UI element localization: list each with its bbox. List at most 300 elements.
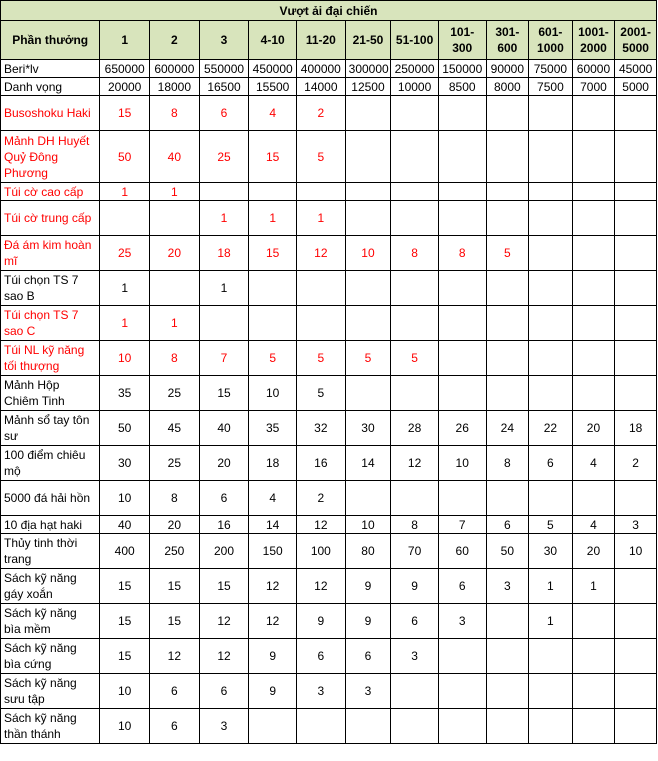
reward-value: 1 <box>572 569 615 604</box>
reward-value: 3 <box>345 674 391 709</box>
reward-value <box>199 306 249 341</box>
reward-value <box>615 639 657 674</box>
reward-value: 5 <box>249 341 297 376</box>
reward-value: 600000 <box>150 60 200 78</box>
reward-label: Sách kỹ năng thần thánh <box>1 709 100 744</box>
reward-label: Túi NL kỹ năng tối thượng <box>1 341 100 376</box>
reward-value <box>615 341 657 376</box>
reward-value: 12 <box>199 604 249 639</box>
table-row <box>1 183 657 201</box>
reward-value: 650000 <box>100 60 150 78</box>
reward-value: 18000 <box>150 78 200 96</box>
reward-value: 1 <box>199 271 249 306</box>
table-row <box>1 481 657 516</box>
reward-value: 12 <box>297 516 346 534</box>
header-rank: 101-300 <box>438 21 486 60</box>
reward-value: 1 <box>100 306 150 341</box>
reward-value <box>391 183 439 201</box>
table-row <box>1 446 657 481</box>
reward-value: 3 <box>199 709 249 744</box>
reward-value <box>345 96 391 131</box>
reward-value <box>438 341 486 376</box>
reward-value: 45 <box>150 411 200 446</box>
table-row <box>1 534 657 569</box>
reward-value: 250000 <box>391 60 439 78</box>
reward-value: 1 <box>297 201 346 236</box>
reward-value: 20 <box>572 534 615 569</box>
reward-value: 5 <box>391 341 439 376</box>
reward-value: 15 <box>100 569 150 604</box>
reward-value: 12 <box>297 236 346 271</box>
reward-value <box>615 569 657 604</box>
reward-value <box>486 341 529 376</box>
reward-value <box>249 709 297 744</box>
reward-value: 15 <box>249 236 297 271</box>
reward-value <box>345 271 391 306</box>
header-rank: 1001-2000 <box>572 21 615 60</box>
reward-value: 30 <box>100 446 150 481</box>
reward-value: 12 <box>249 604 297 639</box>
reward-value <box>486 183 529 201</box>
reward-value: 9 <box>345 569 391 604</box>
reward-value: 6 <box>199 674 249 709</box>
reward-value: 200 <box>199 534 249 569</box>
reward-value <box>438 201 486 236</box>
reward-value: 8 <box>150 96 200 131</box>
reward-value: 1 <box>100 271 150 306</box>
reward-value <box>391 201 439 236</box>
reward-value <box>572 131 615 183</box>
reward-value: 1 <box>529 569 573 604</box>
reward-value <box>391 306 439 341</box>
reward-value: 15 <box>199 376 249 411</box>
reward-value <box>615 306 657 341</box>
reward-value: 1 <box>150 183 200 201</box>
reward-value <box>529 639 573 674</box>
reward-value <box>391 376 439 411</box>
reward-value: 6 <box>199 481 249 516</box>
reward-value: 8 <box>438 236 486 271</box>
reward-value: 14 <box>345 446 391 481</box>
reward-value <box>345 183 391 201</box>
reward-value: 50 <box>100 131 150 183</box>
reward-value: 60 <box>438 534 486 569</box>
reward-value <box>438 306 486 341</box>
reward-value <box>345 201 391 236</box>
reward-value <box>529 306 573 341</box>
reward-value: 10 <box>438 446 486 481</box>
reward-value: 24 <box>486 411 529 446</box>
reward-value <box>391 674 439 709</box>
reward-label: Túi chọn TS 7 sao C <box>1 306 100 341</box>
reward-value: 12 <box>297 569 346 604</box>
reward-value: 12 <box>150 639 200 674</box>
reward-value: 400000 <box>297 60 346 78</box>
reward-value <box>438 376 486 411</box>
reward-label: Busoshoku Haki <box>1 96 100 131</box>
header-rank: 21-50 <box>345 21 391 60</box>
reward-value <box>345 481 391 516</box>
reward-value: 14 <box>249 516 297 534</box>
reward-value: 15 <box>100 96 150 131</box>
reward-value: 6 <box>345 639 391 674</box>
reward-value: 9 <box>297 604 346 639</box>
reward-label: Danh vọng <box>1 78 100 96</box>
header-row <box>1 21 657 60</box>
reward-value <box>615 236 657 271</box>
reward-value: 35 <box>100 376 150 411</box>
reward-value <box>486 201 529 236</box>
reward-value <box>438 481 486 516</box>
reward-value: 300000 <box>345 60 391 78</box>
reward-value <box>615 674 657 709</box>
reward-value <box>100 201 150 236</box>
reward-value <box>529 481 573 516</box>
reward-value: 50 <box>100 411 150 446</box>
reward-value <box>438 96 486 131</box>
reward-value: 15 <box>150 604 200 639</box>
header-reward: Phần thưởng <box>1 21 100 60</box>
reward-value: 4 <box>249 96 297 131</box>
reward-value: 15 <box>100 604 150 639</box>
reward-value: 15500 <box>249 78 297 96</box>
reward-value <box>249 271 297 306</box>
reward-label: Sách kỹ năng bìa cứng <box>1 639 100 674</box>
reward-value: 7500 <box>529 78 573 96</box>
reward-value: 2 <box>297 481 346 516</box>
reward-value <box>572 376 615 411</box>
table-row <box>1 236 657 271</box>
reward-value: 90000 <box>486 60 529 78</box>
reward-value: 60000 <box>572 60 615 78</box>
reward-value <box>572 201 615 236</box>
header-rank: 1 <box>100 21 150 60</box>
reward-value: 3 <box>615 516 657 534</box>
reward-value: 4 <box>572 446 615 481</box>
header-rank: 11-20 <box>297 21 346 60</box>
reward-label: Sách kỹ năng bìa mềm <box>1 604 100 639</box>
reward-value: 26 <box>438 411 486 446</box>
reward-label: 5000 đá hải hồn <box>1 481 100 516</box>
reward-value <box>529 376 573 411</box>
reward-value: 6 <box>391 604 439 639</box>
reward-value: 14000 <box>297 78 346 96</box>
reward-value: 6 <box>199 96 249 131</box>
reward-value <box>345 131 391 183</box>
reward-value: 7 <box>199 341 249 376</box>
reward-value: 80 <box>345 534 391 569</box>
reward-value: 10 <box>345 236 391 271</box>
reward-value: 12 <box>391 446 439 481</box>
reward-value: 8000 <box>486 78 529 96</box>
reward-value: 6 <box>486 516 529 534</box>
reward-value: 25 <box>150 376 200 411</box>
reward-value <box>486 639 529 674</box>
reward-value: 2 <box>297 96 346 131</box>
reward-value <box>572 306 615 341</box>
reward-value: 5 <box>297 376 346 411</box>
reward-value <box>438 271 486 306</box>
reward-value: 6 <box>150 674 200 709</box>
reward-value <box>297 271 346 306</box>
reward-value <box>572 674 615 709</box>
reward-value: 9 <box>391 569 439 604</box>
reward-value: 20 <box>150 516 200 534</box>
reward-value: 550000 <box>199 60 249 78</box>
reward-value: 1 <box>529 604 573 639</box>
reward-value: 20 <box>572 411 615 446</box>
reward-value <box>529 341 573 376</box>
reward-value: 30 <box>529 534 573 569</box>
reward-value: 10 <box>100 674 150 709</box>
reward-value: 150 <box>249 534 297 569</box>
reward-value: 12500 <box>345 78 391 96</box>
reward-value <box>438 639 486 674</box>
reward-value <box>615 604 657 639</box>
reward-value: 20 <box>150 236 200 271</box>
reward-value <box>572 271 615 306</box>
reward-value: 18 <box>615 411 657 446</box>
reward-value: 10 <box>100 341 150 376</box>
reward-value: 30 <box>345 411 391 446</box>
reward-value <box>199 183 249 201</box>
reward-label: Túi cờ cao cấp <box>1 183 100 201</box>
reward-value: 5 <box>486 236 529 271</box>
reward-value <box>529 96 573 131</box>
table-row <box>1 516 657 534</box>
table-row <box>1 569 657 604</box>
table-row <box>1 96 657 131</box>
reward-value: 15 <box>249 131 297 183</box>
reward-value: 100 <box>297 534 346 569</box>
reward-value: 75000 <box>529 60 573 78</box>
reward-value <box>529 201 573 236</box>
reward-value <box>615 131 657 183</box>
reward-value: 6 <box>529 446 573 481</box>
reward-value <box>572 96 615 131</box>
reward-value <box>438 709 486 744</box>
reward-value <box>150 201 200 236</box>
reward-value: 16 <box>199 516 249 534</box>
reward-value <box>391 96 439 131</box>
header-rank: 4-10 <box>249 21 297 60</box>
reward-value <box>391 271 439 306</box>
reward-value <box>438 131 486 183</box>
header-rank: 2001-5000 <box>615 21 657 60</box>
reward-value: 70 <box>391 534 439 569</box>
reward-value <box>529 183 573 201</box>
table-row <box>1 639 657 674</box>
reward-value <box>615 481 657 516</box>
reward-value <box>615 183 657 201</box>
reward-label: Mảnh DH Huyết Quỷ Đông Phương <box>1 131 100 183</box>
reward-value <box>615 201 657 236</box>
reward-value <box>345 306 391 341</box>
reward-value: 2 <box>615 446 657 481</box>
reward-value: 9 <box>249 639 297 674</box>
table-row <box>1 411 657 446</box>
table-row <box>1 674 657 709</box>
reward-value: 3 <box>438 604 486 639</box>
reward-value: 8 <box>391 516 439 534</box>
reward-value: 5 <box>345 341 391 376</box>
reward-value <box>345 709 391 744</box>
reward-value: 9 <box>345 604 391 639</box>
table-row <box>1 201 657 236</box>
reward-label: 10 địa hạt haki <box>1 516 100 534</box>
header-rank: 3 <box>199 21 249 60</box>
reward-value: 8500 <box>438 78 486 96</box>
reward-value: 20000 <box>100 78 150 96</box>
reward-value: 40 <box>199 411 249 446</box>
header-rank: 301-600 <box>486 21 529 60</box>
reward-value: 50 <box>486 534 529 569</box>
reward-value <box>572 481 615 516</box>
reward-value: 25 <box>199 131 249 183</box>
reward-value <box>529 674 573 709</box>
reward-value <box>345 376 391 411</box>
reward-value: 150000 <box>438 60 486 78</box>
reward-value: 15 <box>100 639 150 674</box>
reward-value: 10 <box>345 516 391 534</box>
reward-value <box>572 604 615 639</box>
reward-value: 18 <box>199 236 249 271</box>
reward-value <box>249 183 297 201</box>
reward-value: 16 <box>297 446 346 481</box>
reward-value <box>297 306 346 341</box>
reward-value <box>391 131 439 183</box>
table-row <box>1 306 657 341</box>
reward-label: Mảnh sổ tay tôn sư <box>1 411 100 446</box>
reward-value <box>529 709 573 744</box>
reward-value <box>572 709 615 744</box>
reward-value <box>529 236 573 271</box>
reward-value: 5 <box>297 341 346 376</box>
reward-value: 6 <box>150 709 200 744</box>
reward-value: 45000 <box>615 60 657 78</box>
reward-value: 40 <box>100 516 150 534</box>
reward-value: 5 <box>297 131 346 183</box>
reward-value <box>486 709 529 744</box>
reward-value: 22 <box>529 411 573 446</box>
table-row <box>1 376 657 411</box>
table-row <box>1 60 657 78</box>
reward-value: 8 <box>150 481 200 516</box>
reward-value: 3 <box>486 569 529 604</box>
reward-value <box>572 183 615 201</box>
reward-value: 7000 <box>572 78 615 96</box>
reward-value: 4 <box>572 516 615 534</box>
table-row <box>1 709 657 744</box>
reward-value: 32 <box>297 411 346 446</box>
reward-value <box>486 306 529 341</box>
reward-value: 16500 <box>199 78 249 96</box>
reward-label: Thủy tinh thời trang <box>1 534 100 569</box>
reward-value: 20 <box>199 446 249 481</box>
reward-value <box>297 709 346 744</box>
table-row <box>1 271 657 306</box>
reward-value <box>615 96 657 131</box>
reward-value: 3 <box>391 639 439 674</box>
reward-value: 35 <box>249 411 297 446</box>
reward-label: Mảnh Hộp Chiêm Tinh <box>1 376 100 411</box>
reward-value: 15 <box>150 569 200 604</box>
header-rank: 51-100 <box>391 21 439 60</box>
reward-value <box>486 271 529 306</box>
reward-value <box>486 481 529 516</box>
reward-label: Beri*lv <box>1 60 100 78</box>
reward-value <box>615 271 657 306</box>
reward-value <box>572 341 615 376</box>
reward-value <box>572 236 615 271</box>
reward-value: 10000 <box>391 78 439 96</box>
reward-value: 15 <box>199 569 249 604</box>
header-rank: 601-1000 <box>529 21 573 60</box>
reward-value <box>150 271 200 306</box>
reward-value: 1 <box>150 306 200 341</box>
reward-label: Đá ám kim hoàn mĩ <box>1 236 100 271</box>
reward-value: 5 <box>529 516 573 534</box>
reward-value: 25 <box>150 446 200 481</box>
reward-value: 4 <box>249 481 297 516</box>
table-row <box>1 341 657 376</box>
reward-value <box>391 709 439 744</box>
reward-value: 10 <box>249 376 297 411</box>
reward-value: 8 <box>391 236 439 271</box>
reward-value: 1 <box>199 201 249 236</box>
table-body <box>1 60 657 744</box>
reward-value <box>486 674 529 709</box>
reward-value <box>486 376 529 411</box>
header-rank: 2 <box>150 21 200 60</box>
reward-value <box>486 604 529 639</box>
reward-value: 9 <box>249 674 297 709</box>
reward-value: 40 <box>150 131 200 183</box>
reward-value <box>529 131 573 183</box>
reward-value: 6 <box>297 639 346 674</box>
table-row <box>1 78 657 96</box>
reward-label: Túi cờ trung cấp <box>1 201 100 236</box>
reward-value: 8 <box>150 341 200 376</box>
reward-value <box>249 306 297 341</box>
reward-value: 10 <box>615 534 657 569</box>
reward-label: Sách kỹ năng gáy xoắn <box>1 569 100 604</box>
reward-label: 100 điểm chiêu mộ <box>1 446 100 481</box>
reward-value: 28 <box>391 411 439 446</box>
reward-value: 6 <box>438 569 486 604</box>
reward-value: 3 <box>297 674 346 709</box>
reward-value: 8 <box>486 446 529 481</box>
reward-value: 450000 <box>249 60 297 78</box>
reward-value: 7 <box>438 516 486 534</box>
reward-value: 10 <box>100 709 150 744</box>
reward-value: 25 <box>100 236 150 271</box>
reward-value: 18 <box>249 446 297 481</box>
reward-value <box>529 271 573 306</box>
reward-value <box>438 183 486 201</box>
reward-value <box>391 481 439 516</box>
reward-value <box>297 183 346 201</box>
reward-value <box>438 674 486 709</box>
reward-value: 1 <box>249 201 297 236</box>
reward-value: 12 <box>199 639 249 674</box>
reward-value: 400 <box>100 534 150 569</box>
reward-value: 5000 <box>615 78 657 96</box>
reward-value: 10 <box>100 481 150 516</box>
reward-value <box>615 709 657 744</box>
reward-value: 250 <box>150 534 200 569</box>
reward-value <box>572 639 615 674</box>
